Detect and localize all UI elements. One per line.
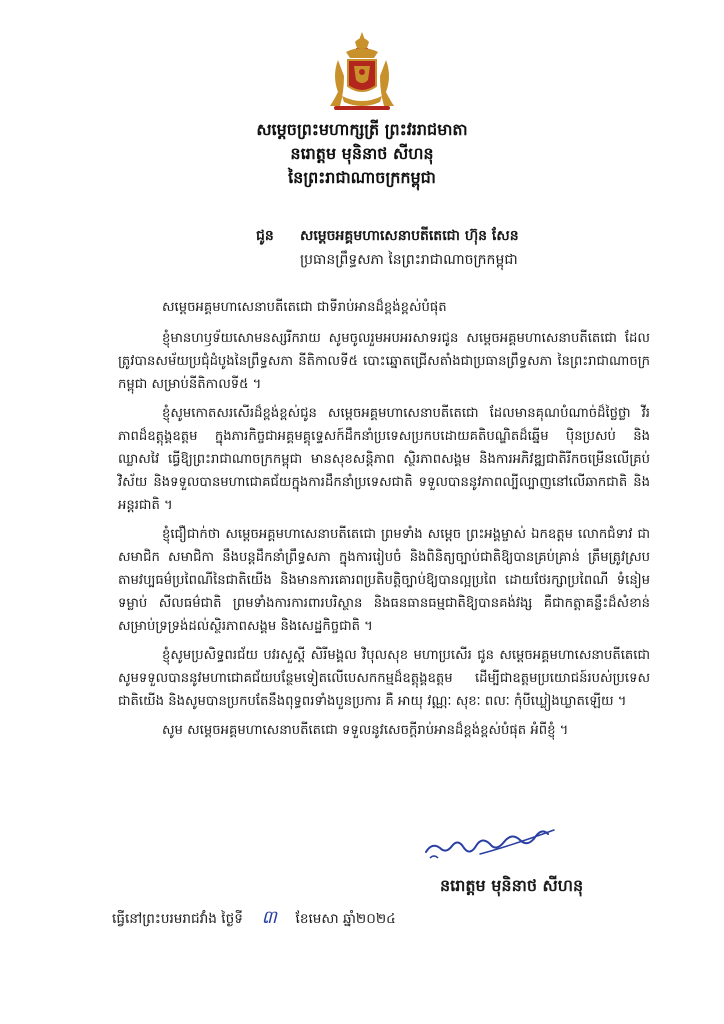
- closing-line: សូម សម្តេចអគ្គមហាសេនាបតីតេជោ ទទួលនូវសេចក្តីរាប់អានដ៏ខ្ពង់ខ្ពស់បំផុត អំពីខ្ញុំ ។: [162, 723, 569, 738]
- recipient-position: ប្រធានព្រឹទ្ធសភា នៃព្រះរាជាណាចក្រកម្ពុជា: [300, 252, 518, 268]
- signatory-name: នរោត្តម មុនិនាថ សីហនុ: [440, 876, 584, 895]
- paragraph-3: ខ្ញុំជឿជាក់ថា សម្តេចអគ្គមហាសេនាបតីតេជោ ព្រមទាំង សម្តេច ព្រះអង្គម្ចាស់ ឯកឧត្តម លោកជំទាវ ជាសមាជិក សមាជិកា នឹងបន្តដឹកនាំព្រឹទ្ធសភា ក្នុងការរៀបចំ និងពិនិត្យច្បាប់ជាតិឱ្យបានគ្រប់គ្រាន់ ត្រឹមត្រូវស្របតាមវប្បធម៌ប្រពៃណីនៃជាតិយើង និងមានការគោរពប្រតិបត្តិច្បាប់ឱ្យបានល្អប្រពៃ ដោយថែរក្សាប្រពៃណី ទំនៀមទម្លាប់ សីលធម៌ជាតិ ព្រមទាំងការការពារបរិស្ថាន និងធនធានធម្មជាតិឱ្យបានគង់វង្ស គឺជាកត្តាគន្លឹះដ៏សំខាន់សម្រាប់ទ្រទ្រង់ដល់ស្ថិរភាពសង្គម និងសេដ្ឋកិច្ចជាតិ ។: [118, 527, 650, 634]
- recipient-name: សម្តេចអគ្គមហាសេនាបតីតេជោ ហ៊ុន សែន: [300, 228, 519, 244]
- dateline: [112, 906, 396, 931]
- letterhead: [0, 118, 724, 190]
- recipient-block: [256, 224, 696, 272]
- letterhead-title: សម្តេចព្រះមហាក្សត្រី ព្រះវររាជមាតា: [256, 120, 468, 139]
- paragraph-2: ខ្ញុំសូមកោតសរសើរដ៏ខ្ពង់ខ្ពស់ជូន សម្តេចអគ្គមហាសេនាបតីតេជោ ដែលមានគុណបំណាច់ដ៏ថ្លៃថ្លា វីរភាពដ៏ឧត្តុង្គឧត្តម ក្នុងភារកិច្ចជាអគ្គមគ្គុទ្ទេសក៍ដឹកនាំប្រទេសប្រកបដោយគតិបណ្ឌិតដ៏ឆ្នើម ប៉ិនប្រសប់ និងឈ្លាសវៃ ធ្វើឱ្យព្រះរាជាណាចក្រកម្ពុជា មានសុខសន្តិភាព ស្ថិរភាពសង្គម និងការអភិវឌ្ឍជាតិរីកចម្រើនលើគ្រប់វិស័យ និងទទួលបានមហាជោគជ័យក្នុងការដឹកនាំប្រទេសជាតិ ទទួលបាននូវភាពល្បីល្បាញនៅលើឆាកជាតិ និងអន្តរជាតិ ។: [118, 406, 650, 513]
- dateline-day: ៣: [261, 907, 277, 928]
- royal-coat-of-arms-icon: [324, 30, 400, 112]
- letterhead-country: នៃព្រះរាជាណាចក្រកម្ពុជា: [288, 168, 436, 187]
- recipient-label: ជូន: [256, 228, 274, 244]
- salutation: សម្តេចអគ្គមហាសេនាបតីតេជោ ជាទីរាប់អានដ៏ខ្ពង់ខ្ពស់បំផុត: [162, 300, 447, 315]
- handwritten-signature: [420, 812, 560, 868]
- dateline-suffix: ខែមេសា ឆ្នាំ២០២៤: [295, 911, 396, 927]
- letter-body: [118, 296, 650, 748]
- paragraph-1: ខ្ញុំមានហឫទ័យសោមនស្សរីករាយ សូមចូលរួមអបអរសាទរជូន សម្តេចអគ្គមហាសេនាបតីតេជោ ដែលត្រូវបានសម័យប្រជុំដំបូងនៃព្រឹទ្ធសភា នីតិកាលទី៥ បោះឆ្នោតជ្រើសតាំងជាប្រធានព្រឹទ្ធសភា នៃព្រះរាជាណាចក្រកម្ពុជា សម្រាប់នីតិកាលទី៥ ។: [118, 331, 650, 392]
- dateline-prefix: ធ្វើនៅព្រះបរមរាជវាំង ថ្ងៃទី: [112, 911, 243, 927]
- paragraph-4: ខ្ញុំសូមប្រសិទ្ធពរជ័យ បវរសួស្តី សិរីមង្គល វិបុលសុខ មហាប្រសើរ ជូន សម្តេចអគ្គមហាសេនាបតីតេជោ សូមទទួលបាននូវមហាជោគជ័យបន្ថែមទៀតលើបេសកកម្មដ៏ឧត្តុង្គឧត្តម ដើម្បីជាឧត្តមប្រយោជន៍របស់ប្រទេសជាតិយើង និងសូមបានប្រកបតែនឹងពុទ្ធពរទាំងបួនប្រការ គឺ អាយុ វណ្ណៈ សុខៈ ពលៈ កុំបីឃ្លៀងឃ្លាតឡើយ ។: [118, 648, 650, 709]
- letterhead-name: នរោត្តម មុនិនាថ សីហនុ: [290, 144, 434, 163]
